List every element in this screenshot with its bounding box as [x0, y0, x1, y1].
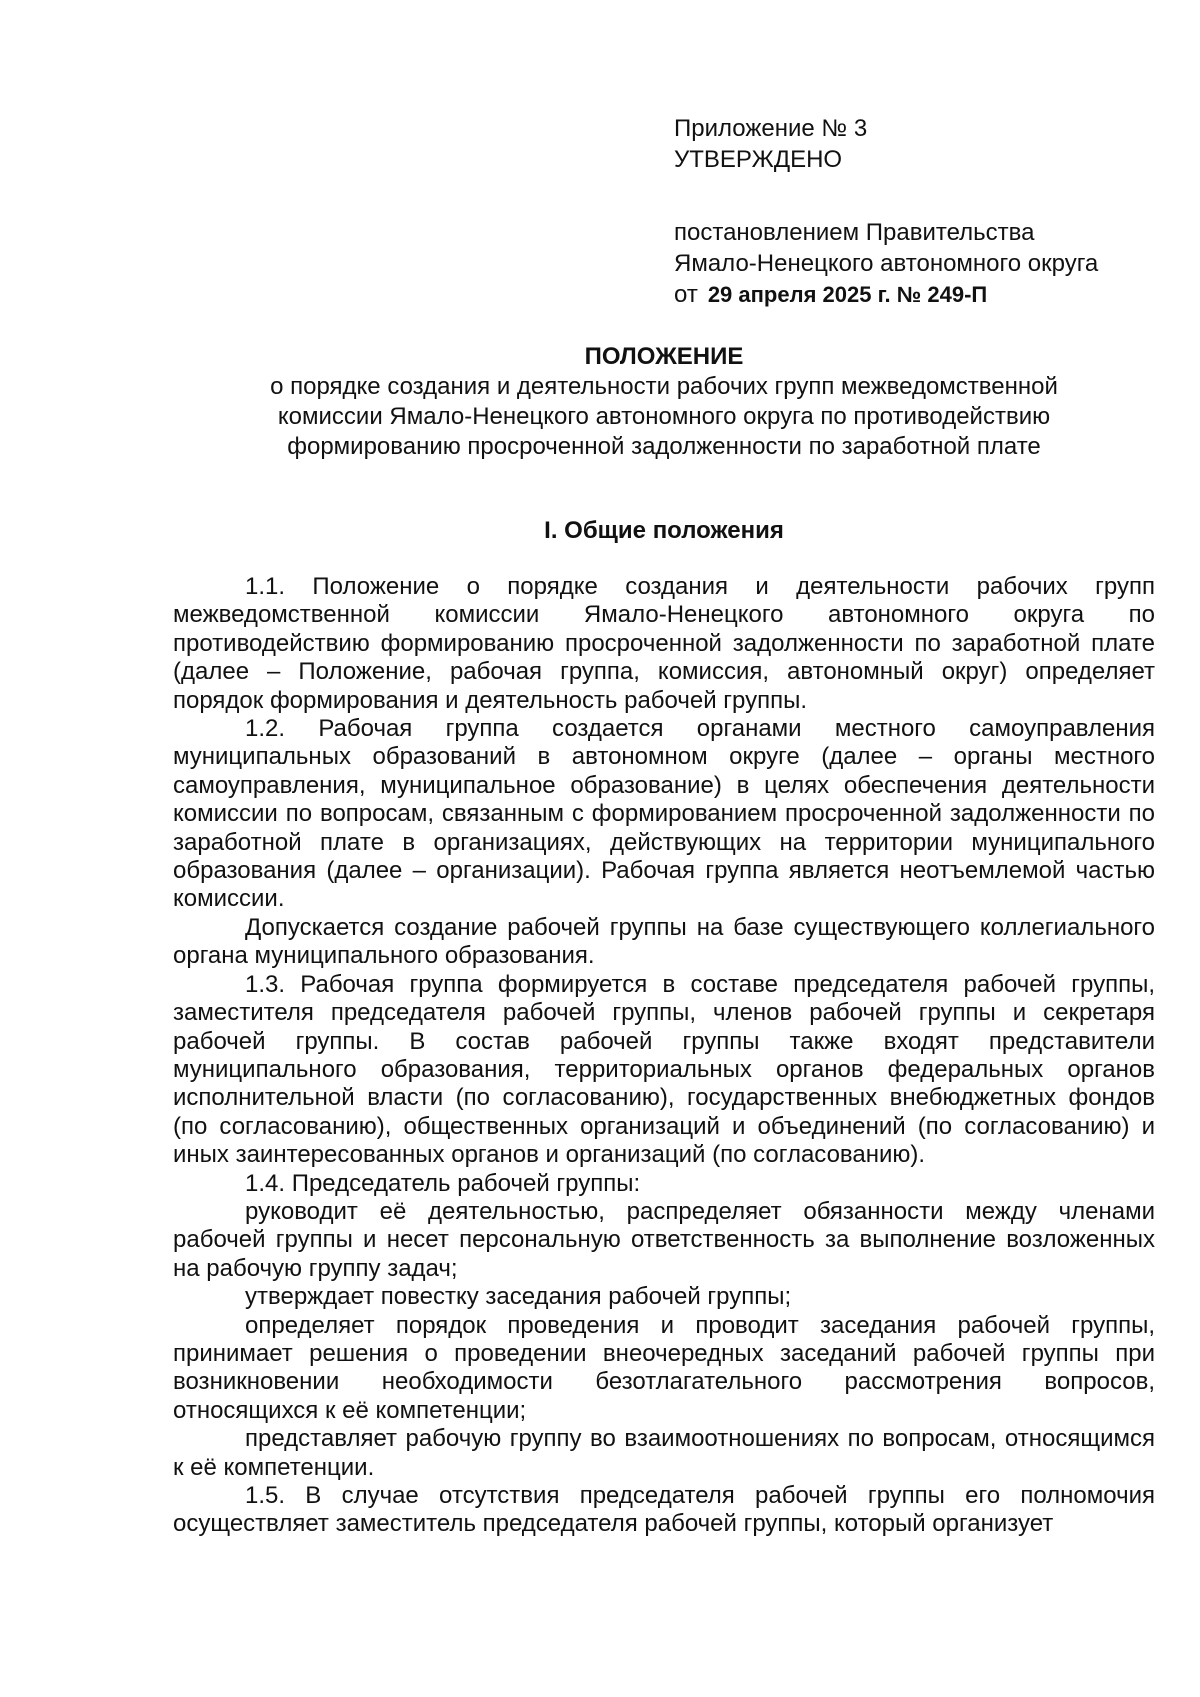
resolution-date: 29 апреля 2025 г. № 249-П: [707, 282, 988, 307]
resolution-date-line: [674, 279, 1154, 310]
document-subtitle-line: о порядке создания и деятельности рабочих групп межведомственной: [270, 373, 1058, 400]
paragraph-1-4: 1.4. Председатель рабочей группы:: [245, 1169, 641, 1197]
paragraph-1-4-item: представляет рабочую группу во взаимоотношениях по вопросам, относящимся к её компетенции.: [173, 1425, 1155, 1481]
approval-stamp-text: УТВЕРЖДЕНО: [674, 146, 843, 173]
date-prefix: от: [674, 281, 698, 308]
document-body: [173, 573, 1155, 1539]
document-subtitle-line: комиссии Ямало-Ненецкого автономного округа по противодействию: [277, 403, 1051, 430]
paragraph-1-4-item: утверждает повестку заседания рабочей группы;: [245, 1283, 792, 1311]
document-subtitle-line: формированию просроченной задолженности по заработной плате: [287, 433, 1041, 460]
paragraph-1-5: 1.5. В случае отсутствия председателя рабочей группы его полномочия осуществляет заместитель председателя рабочей группы, который организует: [173, 1482, 1155, 1538]
paragraph-1-1: 1.1. Положение о порядке создания и деятельности рабочих групп межведомственной комиссии Ямало-Ненецкого автономного округа по противодействию формированию просроченной задолженности по заработной плате (далее – Положение, рабочая группа, комиссия, автономный округ) определяет порядок формирования и деятельность рабочей группы.: [173, 573, 1155, 714]
header-spacer: [674, 175, 1154, 217]
document-title-block: [174, 342, 1154, 462]
paragraph-1-2: 1.2. Рабочая группа создается органами местного самоуправления муниципальных образований в автономном округе (далее – органы местного самоуправления, муниципальное образование) в целях обеспечения деятельности комиссии по вопросам, связанным с формированием просроченной задолженности по заработной плате в организациях, действующих на территории муниципального образования (далее – организации). Рабочая группа является неотъемлемой частью комиссии.: [173, 715, 1155, 913]
document-title: ПОЛОЖЕНИЕ: [584, 343, 744, 370]
paragraph-1-4-item: руководит её деятельностью, распределяет обязанности между членами рабочей группы и несет персональную ответственность за выполнение возложенных на рабочую группу задач;: [173, 1197, 1155, 1282]
paragraph-1-4-item: определяет порядок проведения и проводит заседания рабочей группы, принимает решения о проведении внеочередных заседаний рабочей группы при возникновении необходимости безотлагательного рассмотрения вопросов, относящихся к её компетенции;: [173, 1311, 1155, 1424]
paragraph-1-3: 1.3. Рабочая группа формируется в составе председателя рабочей группы, заместителя председателя рабочей группы, членов рабочей группы и секретаря рабочей группы. В состав рабочей группы также входят представители муниципального образования, территориальных органов федеральных органов исполнительной власти (по согласованию), государственных внебюджетных фондов (по согласованию), общественных организаций и объединений (по согласованию) и иных заинтересованных органов и организаций (по согласованию).: [173, 970, 1155, 1169]
annex-number: Приложение № 3: [674, 115, 868, 142]
region-name: Ямало-Ненецкого автономного округа: [674, 250, 1099, 277]
paragraph-1-2-addendum: Допускается создание рабочей группы на базе существующего коллегиального органа муниципального образования.: [173, 913, 1155, 970]
section-heading: I. Общие положения: [544, 517, 784, 544]
approval-header: [674, 113, 1154, 310]
resolution-text: постановлением Правительства: [674, 219, 1035, 246]
